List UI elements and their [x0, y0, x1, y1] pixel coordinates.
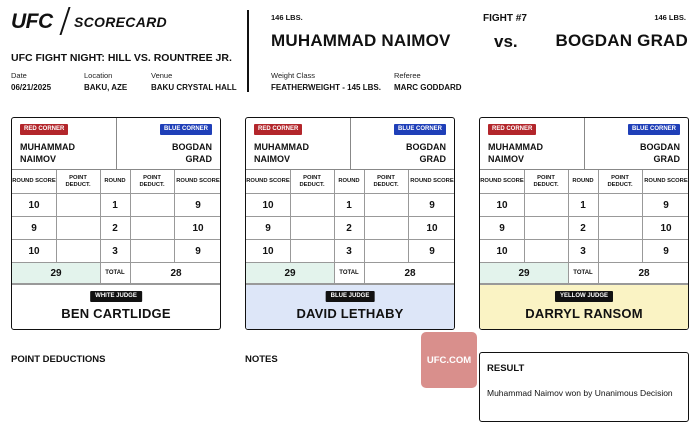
blue-point-deduction — [598, 217, 642, 239]
round-number: 1 — [580, 199, 586, 211]
column-divider — [598, 170, 599, 193]
logo-divider — [59, 7, 70, 35]
ufc-watermark: UFC.COM — [421, 332, 477, 388]
column-divider — [130, 194, 131, 216]
round-row — [480, 194, 688, 217]
blue-fighter-card-name — [640, 141, 680, 165]
blue-round-score: 9 — [663, 199, 669, 211]
blue-fighter-card-name — [172, 141, 212, 165]
column-divider — [642, 240, 643, 262]
blue-point-deduction — [598, 194, 642, 216]
round-header: ROUND — [104, 178, 126, 184]
column-divider — [598, 240, 599, 262]
round-row — [480, 217, 688, 240]
judge-scorecard-3 — [479, 117, 689, 330]
blue-last-name: GRAD — [185, 154, 212, 164]
column-divider — [408, 194, 409, 216]
red-fighter-card-name — [20, 141, 75, 165]
corner-header — [480, 118, 688, 170]
blue-total-score: 28 — [170, 267, 182, 279]
column-divider — [130, 240, 131, 262]
blue-point-deduction — [364, 217, 408, 239]
column-divider — [598, 194, 599, 216]
blue-last-name: GRAD — [653, 154, 680, 164]
column-divider — [56, 217, 57, 239]
total-label: TOTAL — [339, 270, 359, 276]
red-round-score: 10 — [262, 245, 274, 257]
round-number: 2 — [112, 222, 118, 234]
column-divider — [642, 217, 643, 239]
red-point-deduction — [524, 194, 568, 216]
blue-last-name: GRAD — [419, 154, 446, 164]
fight-number: FIGHT #7 — [483, 13, 527, 24]
red-point-deduction — [56, 194, 100, 216]
column-divider — [174, 240, 175, 262]
column-divider — [100, 194, 101, 216]
round-header: ROUND — [572, 178, 594, 184]
blue-fighter-name: BOGDAN GRAD — [555, 31, 688, 50]
blue-round-score: 10 — [660, 222, 672, 234]
vs-label: vs. — [494, 32, 518, 51]
blue-round-score-header: ROUND SCORE — [410, 178, 454, 184]
red-point-deduction — [56, 240, 100, 262]
blue-round-score: 9 — [195, 245, 201, 257]
blue-point-deduction — [130, 217, 174, 239]
column-divider — [408, 240, 409, 262]
round-row — [246, 217, 454, 240]
red-point-deduct-header: POINT DEDUCT. — [65, 174, 91, 188]
corner-divider — [584, 118, 585, 170]
column-divider — [364, 194, 365, 216]
referee-label: Referee — [394, 71, 421, 80]
venue-value: BAKU CRYSTAL HALL — [151, 83, 237, 92]
column-divider — [56, 170, 57, 193]
judge-badge: BLUE JUDGE — [326, 291, 375, 302]
column-divider — [568, 170, 569, 193]
column-divider — [568, 240, 569, 262]
point-deductions-label: POINT DEDUCTIONS — [11, 354, 106, 365]
blue-fighter-weight: 146 LBS. — [654, 13, 686, 22]
column-divider — [334, 170, 335, 193]
weight-class-value: FEATHERWEIGHT - 145 LBS. — [271, 83, 381, 92]
red-round-score-header: ROUND SCORE — [246, 178, 290, 184]
column-divider — [524, 170, 525, 193]
column-divider — [130, 263, 131, 283]
score-header-row — [480, 170, 688, 194]
round-row — [480, 240, 688, 263]
red-total-score: 29 — [480, 263, 568, 283]
column-divider — [174, 170, 175, 193]
red-point-deduction — [524, 240, 568, 262]
blue-first-name: BOGDAN — [172, 142, 212, 152]
column-divider — [130, 170, 131, 193]
round-number: 2 — [346, 222, 352, 234]
column-divider — [642, 170, 643, 193]
blue-round-score-header: ROUND SCORE — [644, 178, 688, 184]
column-divider — [568, 194, 569, 216]
column-divider — [364, 263, 365, 283]
red-point-deduction — [56, 217, 100, 239]
red-fighter-weight: 146 LBS. — [271, 13, 303, 22]
total-row — [12, 263, 220, 284]
blue-point-deduct-header: POINT DEDUCT. — [373, 174, 399, 188]
red-fighter-name: MUHAMMAD NAIMOV — [271, 31, 451, 50]
red-round-score: 10 — [262, 199, 274, 211]
column-divider — [100, 217, 101, 239]
total-row — [480, 263, 688, 284]
column-divider — [334, 217, 335, 239]
red-point-deduct-header: POINT DEDUCT. — [299, 174, 325, 188]
red-point-deduction — [290, 240, 334, 262]
column-divider — [174, 194, 175, 216]
total-row — [246, 263, 454, 284]
red-last-name: NAIMOV — [20, 154, 56, 164]
round-number: 3 — [346, 245, 352, 257]
blue-first-name: BOGDAN — [640, 142, 680, 152]
judge-footer — [246, 284, 454, 330]
blue-total-score: 28 — [638, 267, 650, 279]
column-divider — [290, 170, 291, 193]
blue-corner-badge: BLUE CORNER — [160, 124, 212, 135]
red-round-score: 10 — [28, 245, 40, 257]
blue-point-deduct-header: POINT DEDUCT. — [607, 174, 633, 188]
column-divider — [56, 194, 57, 216]
blue-point-deduction — [364, 194, 408, 216]
round-number: 3 — [112, 245, 118, 257]
column-divider — [334, 240, 335, 262]
red-point-deduction — [290, 217, 334, 239]
venue-label: Venue — [151, 71, 173, 80]
round-number: 3 — [580, 245, 586, 257]
column-divider — [568, 217, 569, 239]
blue-first-name: BOGDAN — [406, 142, 446, 152]
round-number: 1 — [346, 199, 352, 211]
judge-footer — [480, 284, 688, 330]
red-round-score-header: ROUND SCORE — [480, 178, 524, 184]
column-divider — [642, 194, 643, 216]
total-label: TOTAL — [105, 270, 125, 276]
event-title: UFC FIGHT NIGHT: HILL VS. ROUNTREE JR. — [11, 52, 232, 64]
round-row — [12, 217, 220, 240]
round-row — [246, 194, 454, 217]
location-value: BAKU, AZE — [84, 83, 128, 92]
column-divider — [290, 194, 291, 216]
column-divider — [174, 217, 175, 239]
score-header-row — [12, 170, 220, 194]
column-divider — [408, 170, 409, 193]
column-divider — [290, 217, 291, 239]
column-divider — [524, 240, 525, 262]
red-fighter-card-name — [254, 141, 309, 165]
red-corner-badge: RED CORNER — [254, 124, 302, 135]
red-round-score: 10 — [496, 245, 508, 257]
column-divider — [290, 240, 291, 262]
judge-scorecard-1 — [11, 117, 221, 330]
judge-name: BEN CARTLIDGE — [61, 306, 171, 321]
red-round-score: 10 — [28, 199, 40, 211]
round-row — [12, 240, 220, 263]
round-number: 1 — [112, 199, 118, 211]
blue-round-score: 9 — [429, 199, 435, 211]
blue-total-score: 28 — [404, 267, 416, 279]
result-box — [479, 352, 689, 422]
blue-point-deduction — [130, 194, 174, 216]
corner-header — [246, 118, 454, 170]
blue-round-score: 10 — [192, 222, 204, 234]
blue-point-deduction — [364, 240, 408, 262]
referee-value: MARC GODDARD — [394, 83, 462, 92]
column-divider — [364, 240, 365, 262]
notes-label: NOTES — [245, 354, 278, 365]
red-first-name: MUHAMMAD — [488, 142, 543, 152]
column-divider — [334, 194, 335, 216]
column-divider — [408, 217, 409, 239]
judge-scorecard-2 — [245, 117, 455, 330]
red-point-deduction — [290, 194, 334, 216]
round-row — [12, 194, 220, 217]
red-round-score: 10 — [496, 199, 508, 211]
result-text: Muhammad Naimov won by Unanimous Decision — [487, 388, 673, 398]
round-row — [246, 240, 454, 263]
blue-round-score: 9 — [663, 245, 669, 257]
judge-footer — [12, 284, 220, 330]
column-divider — [598, 217, 599, 239]
column-divider — [364, 217, 365, 239]
judge-badge: WHITE JUDGE — [90, 291, 142, 302]
blue-round-score: 9 — [195, 199, 201, 211]
red-round-score: 9 — [265, 222, 271, 234]
judge-name: DAVID LETHABY — [296, 306, 404, 321]
red-point-deduction — [524, 217, 568, 239]
column-divider — [130, 217, 131, 239]
result-title: RESULT — [487, 363, 525, 374]
date-value: 06/21/2025 — [11, 83, 52, 92]
blue-point-deduction — [598, 240, 642, 262]
column-divider — [524, 194, 525, 216]
column-divider — [100, 170, 101, 193]
red-total-score: 29 — [246, 263, 334, 283]
column-divider — [598, 263, 599, 283]
blue-round-score: 10 — [426, 222, 438, 234]
judge-name: DARRYL RANSOM — [525, 306, 643, 321]
round-header: ROUND — [338, 178, 360, 184]
judge-badge: YELLOW JUDGE — [555, 291, 613, 302]
corner-divider — [350, 118, 351, 170]
location-label: Location — [84, 71, 113, 80]
red-last-name: NAIMOV — [488, 154, 524, 164]
blue-round-score: 9 — [429, 245, 435, 257]
red-fighter-card-name — [488, 141, 543, 165]
column-divider — [524, 217, 525, 239]
red-total-score: 29 — [12, 263, 100, 283]
red-round-score-header: ROUND SCORE — [12, 178, 56, 184]
red-round-score: 9 — [499, 222, 505, 234]
blue-point-deduction — [130, 240, 174, 262]
column-divider — [334, 263, 335, 283]
round-number: 2 — [580, 222, 586, 234]
red-corner-badge: RED CORNER — [20, 124, 68, 135]
score-header-row — [246, 170, 454, 194]
column-divider — [56, 240, 57, 262]
column-divider — [100, 240, 101, 262]
red-first-name: MUHAMMAD — [20, 142, 75, 152]
total-label: TOTAL — [573, 270, 593, 276]
corner-divider — [116, 118, 117, 170]
scorecard-title: SCORECARD — [74, 14, 167, 30]
header-divider — [247, 10, 249, 92]
blue-corner-badge: BLUE CORNER — [394, 124, 446, 135]
red-point-deduct-header: POINT DEDUCT. — [533, 174, 559, 188]
blue-fighter-card-name — [406, 141, 446, 165]
weight-class-label: Weight Class — [271, 71, 316, 80]
column-divider — [364, 170, 365, 193]
red-corner-badge: RED CORNER — [488, 124, 536, 135]
blue-corner-badge: BLUE CORNER — [628, 124, 680, 135]
column-divider — [100, 263, 101, 283]
red-last-name: NAIMOV — [254, 154, 290, 164]
red-round-score: 9 — [31, 222, 37, 234]
corner-header — [12, 118, 220, 170]
column-divider — [568, 263, 569, 283]
red-first-name: MUHAMMAD — [254, 142, 309, 152]
ufc-logo: UFC — [11, 10, 53, 33]
blue-round-score-header: ROUND SCORE — [176, 178, 220, 184]
date-label: Date — [11, 71, 27, 80]
blue-point-deduct-header: POINT DEDUCT. — [139, 174, 165, 188]
